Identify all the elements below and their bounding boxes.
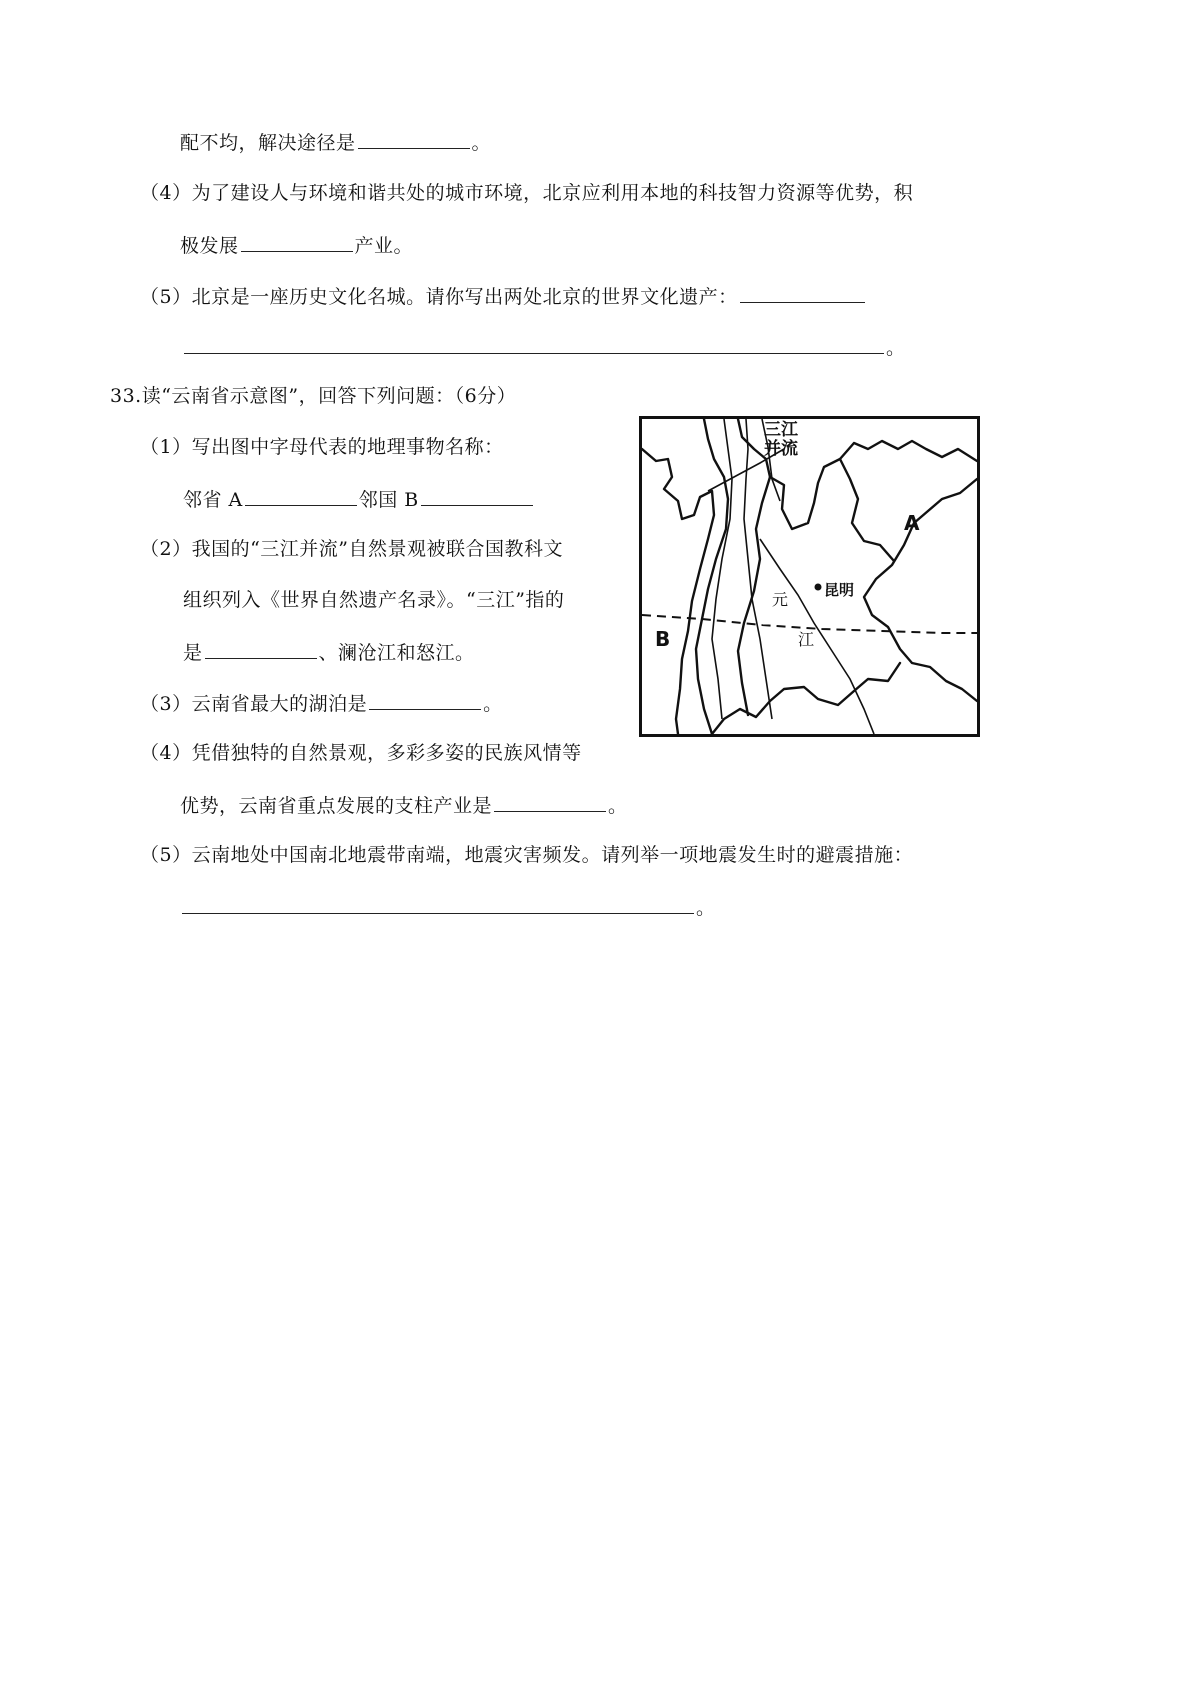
label-jiang: 江 — [798, 630, 815, 649]
q33-stem: 33.读“云南省示意图”，回答下列问题：（6分） — [110, 385, 517, 407]
border-inner-2 — [738, 477, 770, 715]
q32-item4-line2: 极发展 产业。 — [180, 231, 413, 259]
yunnan-map — [639, 416, 980, 737]
answer-blank-pillar-industry[interactable] — [494, 791, 606, 812]
border-northwest — [696, 419, 728, 734]
border-west — [642, 449, 714, 734]
q32-line-resolution: 配不均，解决途径是 。 — [180, 128, 491, 156]
answer-blank-province-a[interactable] — [245, 485, 357, 506]
label-sanjiang-line1: 三江 — [764, 420, 798, 440]
q32-item5-line1: （5）北京是一座历史文化名城。请你写出两处北京的世界文化遗产： — [140, 282, 867, 310]
nu-river — [712, 419, 732, 719]
answer-blank-earthquake-measure[interactable] — [182, 893, 694, 914]
answer-blank-heritage-1[interactable] — [740, 282, 865, 303]
q33-item4-line2: 优势，云南省重点发展的支柱产业是 。 — [180, 791, 628, 819]
q33-item2-line3: 是 、澜沧江和怒江。 — [183, 638, 475, 666]
q33-item1-line2: 邻省 A 邻国 B — [183, 485, 535, 513]
q33-item4-line1: （4）凭借独特的自然景观，多彩多姿的民族风情等 — [140, 742, 582, 764]
q33-item3: （3）云南省最大的湖泊是 。 — [140, 689, 503, 717]
answer-blank-resolution[interactable] — [358, 128, 470, 149]
q33-item5-line1: （5）云南地处中国南北地震带南端，地震灾害频发。请列举一项地震发生时的避震措施： — [140, 844, 914, 866]
yunnan-map-drawing — [642, 419, 977, 734]
label-province-a: A — [904, 511, 920, 535]
answer-blank-third-river[interactable] — [205, 638, 317, 659]
label-country-b: B — [655, 627, 671, 651]
label-kunming: 昆明 — [824, 581, 855, 599]
yuan-river — [760, 539, 874, 734]
answer-blank-lake[interactable] — [369, 689, 481, 710]
q33-item2-line1: （2）我国的“三江并流”自然景观被联合国教科文 — [140, 538, 564, 560]
border-inner — [840, 459, 894, 561]
answer-blank-heritage-2[interactable] — [184, 333, 884, 354]
q33-item5-line2: 。 — [180, 893, 716, 921]
q33-item1-line1: （1）写出图中字母代表的地理事物名称： — [140, 436, 504, 458]
q32-item5-line2: 。 — [182, 333, 906, 361]
answer-blank-country-b[interactable] — [421, 485, 533, 506]
kunming-dot — [815, 584, 822, 591]
label-sanjiang-line2: 并流 — [764, 439, 798, 459]
answer-blank-industry[interactable] — [241, 231, 353, 252]
q33-item2-line2: 组织列入《世界自然遗产名录》。“三江”指的 — [183, 589, 565, 611]
border-east — [864, 479, 977, 701]
label-yuan: 元 — [772, 590, 789, 609]
q32-item4-line1: （4）为了建设人与环境和谐共处的城市环境，北京应利用本地的科技智力资源等优势，积 — [140, 182, 914, 204]
